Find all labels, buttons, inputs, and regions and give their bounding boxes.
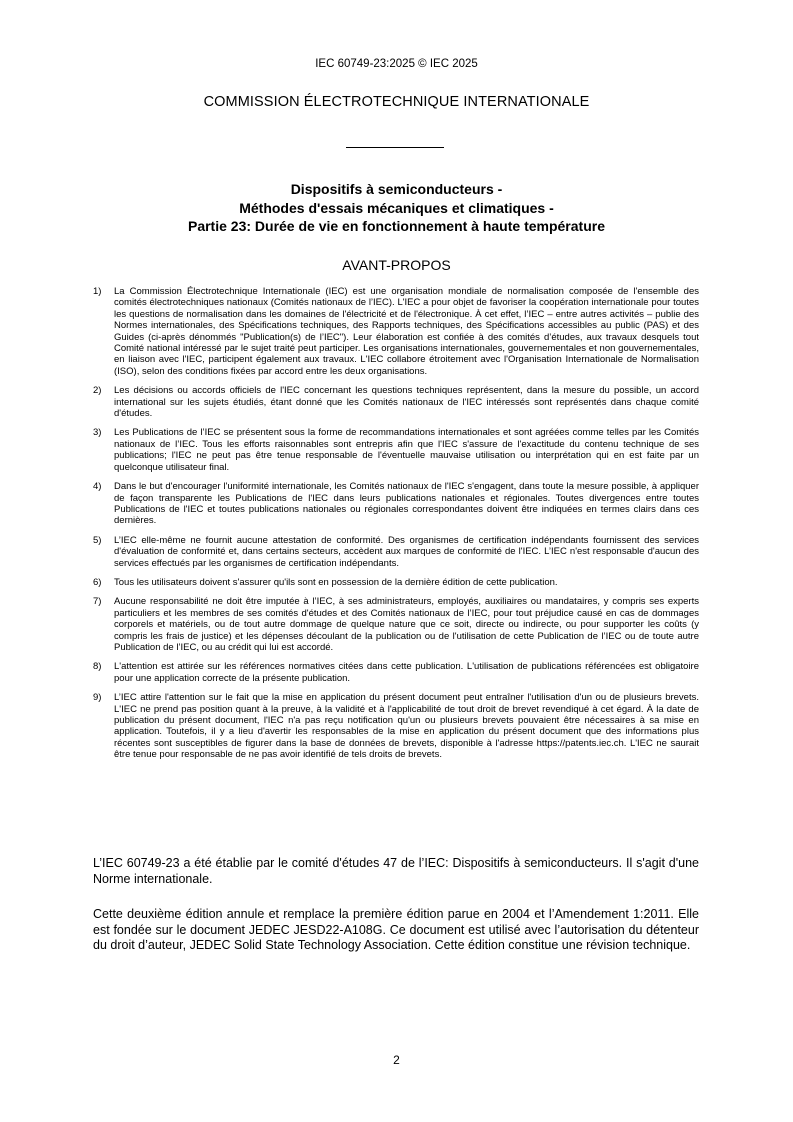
list-item-number: 1) xyxy=(93,286,102,297)
foreword-heading: AVANT-PROPOS xyxy=(342,257,451,273)
list-item-number: 4) xyxy=(93,481,102,493)
list-item-text: L’IEC attire l'attention sur le fait que la mise en application du présent document peut entraîner l'utilisation d'un ou de plusieurs brevets. L'IEC ne prend pas position quant à la preuve, à la validité et à l'applicabilité de tout droit de brevet revendiqué à cet égard. À la date de publication du présent document, l'IEC n'a pas reçu notification qu'un ou plusieurs brevets pouvaient être nécessaires à sa mise en application. Toutefois, il y a lieu d'avertir les responsables de la mise en application du présent document que des informations plus récentes sont susceptibles de figurer dans la base de données de brevets, disponible à l'adresse https://patents.iec.ch. L'IEC ne saurait être tenue pour responsable de ne pas avoir identifié de tels droits de brevets. xyxy=(114,692,699,761)
list-item-text: Les Publications de l’IEC se présentent sous la forme de recommandations internationales et sont agréées comme telles par les Comités nationaux de l’IEC. Tous les efforts raisonnables sont entrepris afin que l'IEC s'assure de l'exactitude du contenu technique de ses publications; l'IEC ne peut pas être tenue responsable de l'éventuelle mauvaise utilisation ou interprétation qui en est faite par un quelconque utilisateur final. xyxy=(114,427,699,473)
separator-rule xyxy=(346,147,444,148)
list-item-number: 8) xyxy=(93,661,102,673)
list-item-text: Aucune responsabilité ne doit être imputée à l’IEC, à ses administrateurs, employés, auxiliaires ou mandataires, y compris ses experts particuliers et les membres de ses comités d'études et des Comités nationaux de l’IEC, pour tout préjudice causé en cas de dommages corporels et matériels, ou de tout autre dommage de quelque nature que ce soit, directe ou indirecte, ou pour supporter les coûts (y compris les frais de justice) et les dépenses découlant de la publication ou de l'utilisation de cette Publication de l’IEC ou de toute autre Publication de l’IEC, ou au crédit qui lui est accordé. xyxy=(114,596,699,653)
list-item xyxy=(93,535,699,569)
list-item xyxy=(93,481,699,527)
list-item-text: Les décisions ou accords officiels de l'IEC concernant les questions techniques représentent, dans la mesure du possible, un accord international sur les sujets étudiés, étant donné que les Comités nationaux de l'IEC intéressés sont représentés dans chaque comité d'études. xyxy=(114,385,699,420)
title-line-2: Méthodes d'essais mécaniques et climatiques - xyxy=(239,199,554,216)
list-item-text: Tous les utilisateurs doivent s'assurer qu'ils sont en possession de la dernière édition de cette publication. xyxy=(114,576,558,588)
list-item-number: 6) xyxy=(93,576,102,588)
list-item xyxy=(93,692,699,760)
list-item-text: L'attention est attirée sur les références normatives citées dans cette publication. L'utilisation de publications référencées est obligatoire pour une application correcte de la présente publication. xyxy=(114,661,699,684)
foreword-list xyxy=(93,286,699,769)
list-item xyxy=(93,661,699,684)
page-number: 2 xyxy=(393,1053,400,1067)
list-item xyxy=(93,596,699,653)
title-line-3: Partie 23: Durée de vie en fonctionnement à haute température xyxy=(187,218,605,234)
list-item-text: Dans le but d'encourager l'uniformité internationale, les Comités nationaux de l'IEC s'engagent, dans toute la mesure possible, à appliquer de façon transparente les Publications de l'IEC dans leurs publications nationales et régionales. Toutes divergences entre toutes Publications de l'IEC et toutes publications nationales ou régionales correspondantes doivent être indiquées en termes clairs dans ces dernières. xyxy=(114,481,699,527)
list-item xyxy=(93,577,699,588)
organization-name: COMMISSION ÉLECTROTECHNIQUE INTERNATIONALE xyxy=(203,94,590,110)
list-item-number: 9) xyxy=(93,692,102,704)
list-item xyxy=(93,286,699,377)
body-paragraph-edition: Cette deuxième édition annule et remplace la première édition parue en 2004 et l’Amendement 1:2011. Elle est fondée sur le document JEDEC JESD22-A108G. Ce document est utilisé avec l’autorisation du détenteur du droit d’auteur, JEDEC Solid State Technology Association. Cette édition constitue une révision technique. xyxy=(93,907,699,952)
document-title xyxy=(0,180,793,236)
list-item-text: L’IEC elle-même ne fournit aucune attestation de conformité. Des organismes de certification indépendants fournissent des services d'évaluation de conformité et, dans certains secteurs, accèdent aux marques de conformité de l'IEC. L’IEC n'est responsable d'aucun des services effectués par les organismes de certification indépendants. xyxy=(114,534,699,569)
body-paragraph-committee: L’IEC 60749-23 a été établie par le comité d'études 47 de l’IEC: Dispositifs à semiconducteurs. Il s'agit d'une Norme internationale. xyxy=(93,856,699,886)
list-item-number: 2) xyxy=(93,385,102,397)
list-item-number: 3) xyxy=(93,427,102,439)
list-item xyxy=(93,385,699,419)
list-item-number: 7) xyxy=(93,596,102,608)
list-item-text: La Commission Électrotechnique Internationale (IEC) est une organisation mondiale de normalisation composée de l'ensemble des comités électrotechniques nationaux (Comités nationaux de l’IEC). L'IEC a pour objet de favoriser la coopération internationale pour toutes les questions de normalisation dans les domaines de l'électricité et de l'électronique. À cet effet, l’IEC – entre autres activités – publie des Normes internationales, des Spécifications techniques, des Rapports techniques, des Spécifications accessibles au public (PAS) et des Guides (ci-après dénommés "Publication(s) de l’IEC"). Leur élaboration est confiée à des comités d’études, aux travaux desquels tout Comité national intéressé par le sujet traité peut participer. Les organisations internationales, gouvernementales et non gouvernementales, en liaison avec l'IEC, participent également aux travaux. L'IEC collabore étroitement avec l'Organisation Internationale de Normalisation (ISO), selon des conditions fixées par accord entre les deux organisations. xyxy=(114,286,699,377)
title-line-1: Dispositifs à semiconducteurs - xyxy=(290,181,503,197)
document-reference: IEC 60749-23:2025 © IEC 2025 xyxy=(315,58,478,70)
list-item xyxy=(93,427,699,473)
list-item-number: 5) xyxy=(93,534,102,546)
